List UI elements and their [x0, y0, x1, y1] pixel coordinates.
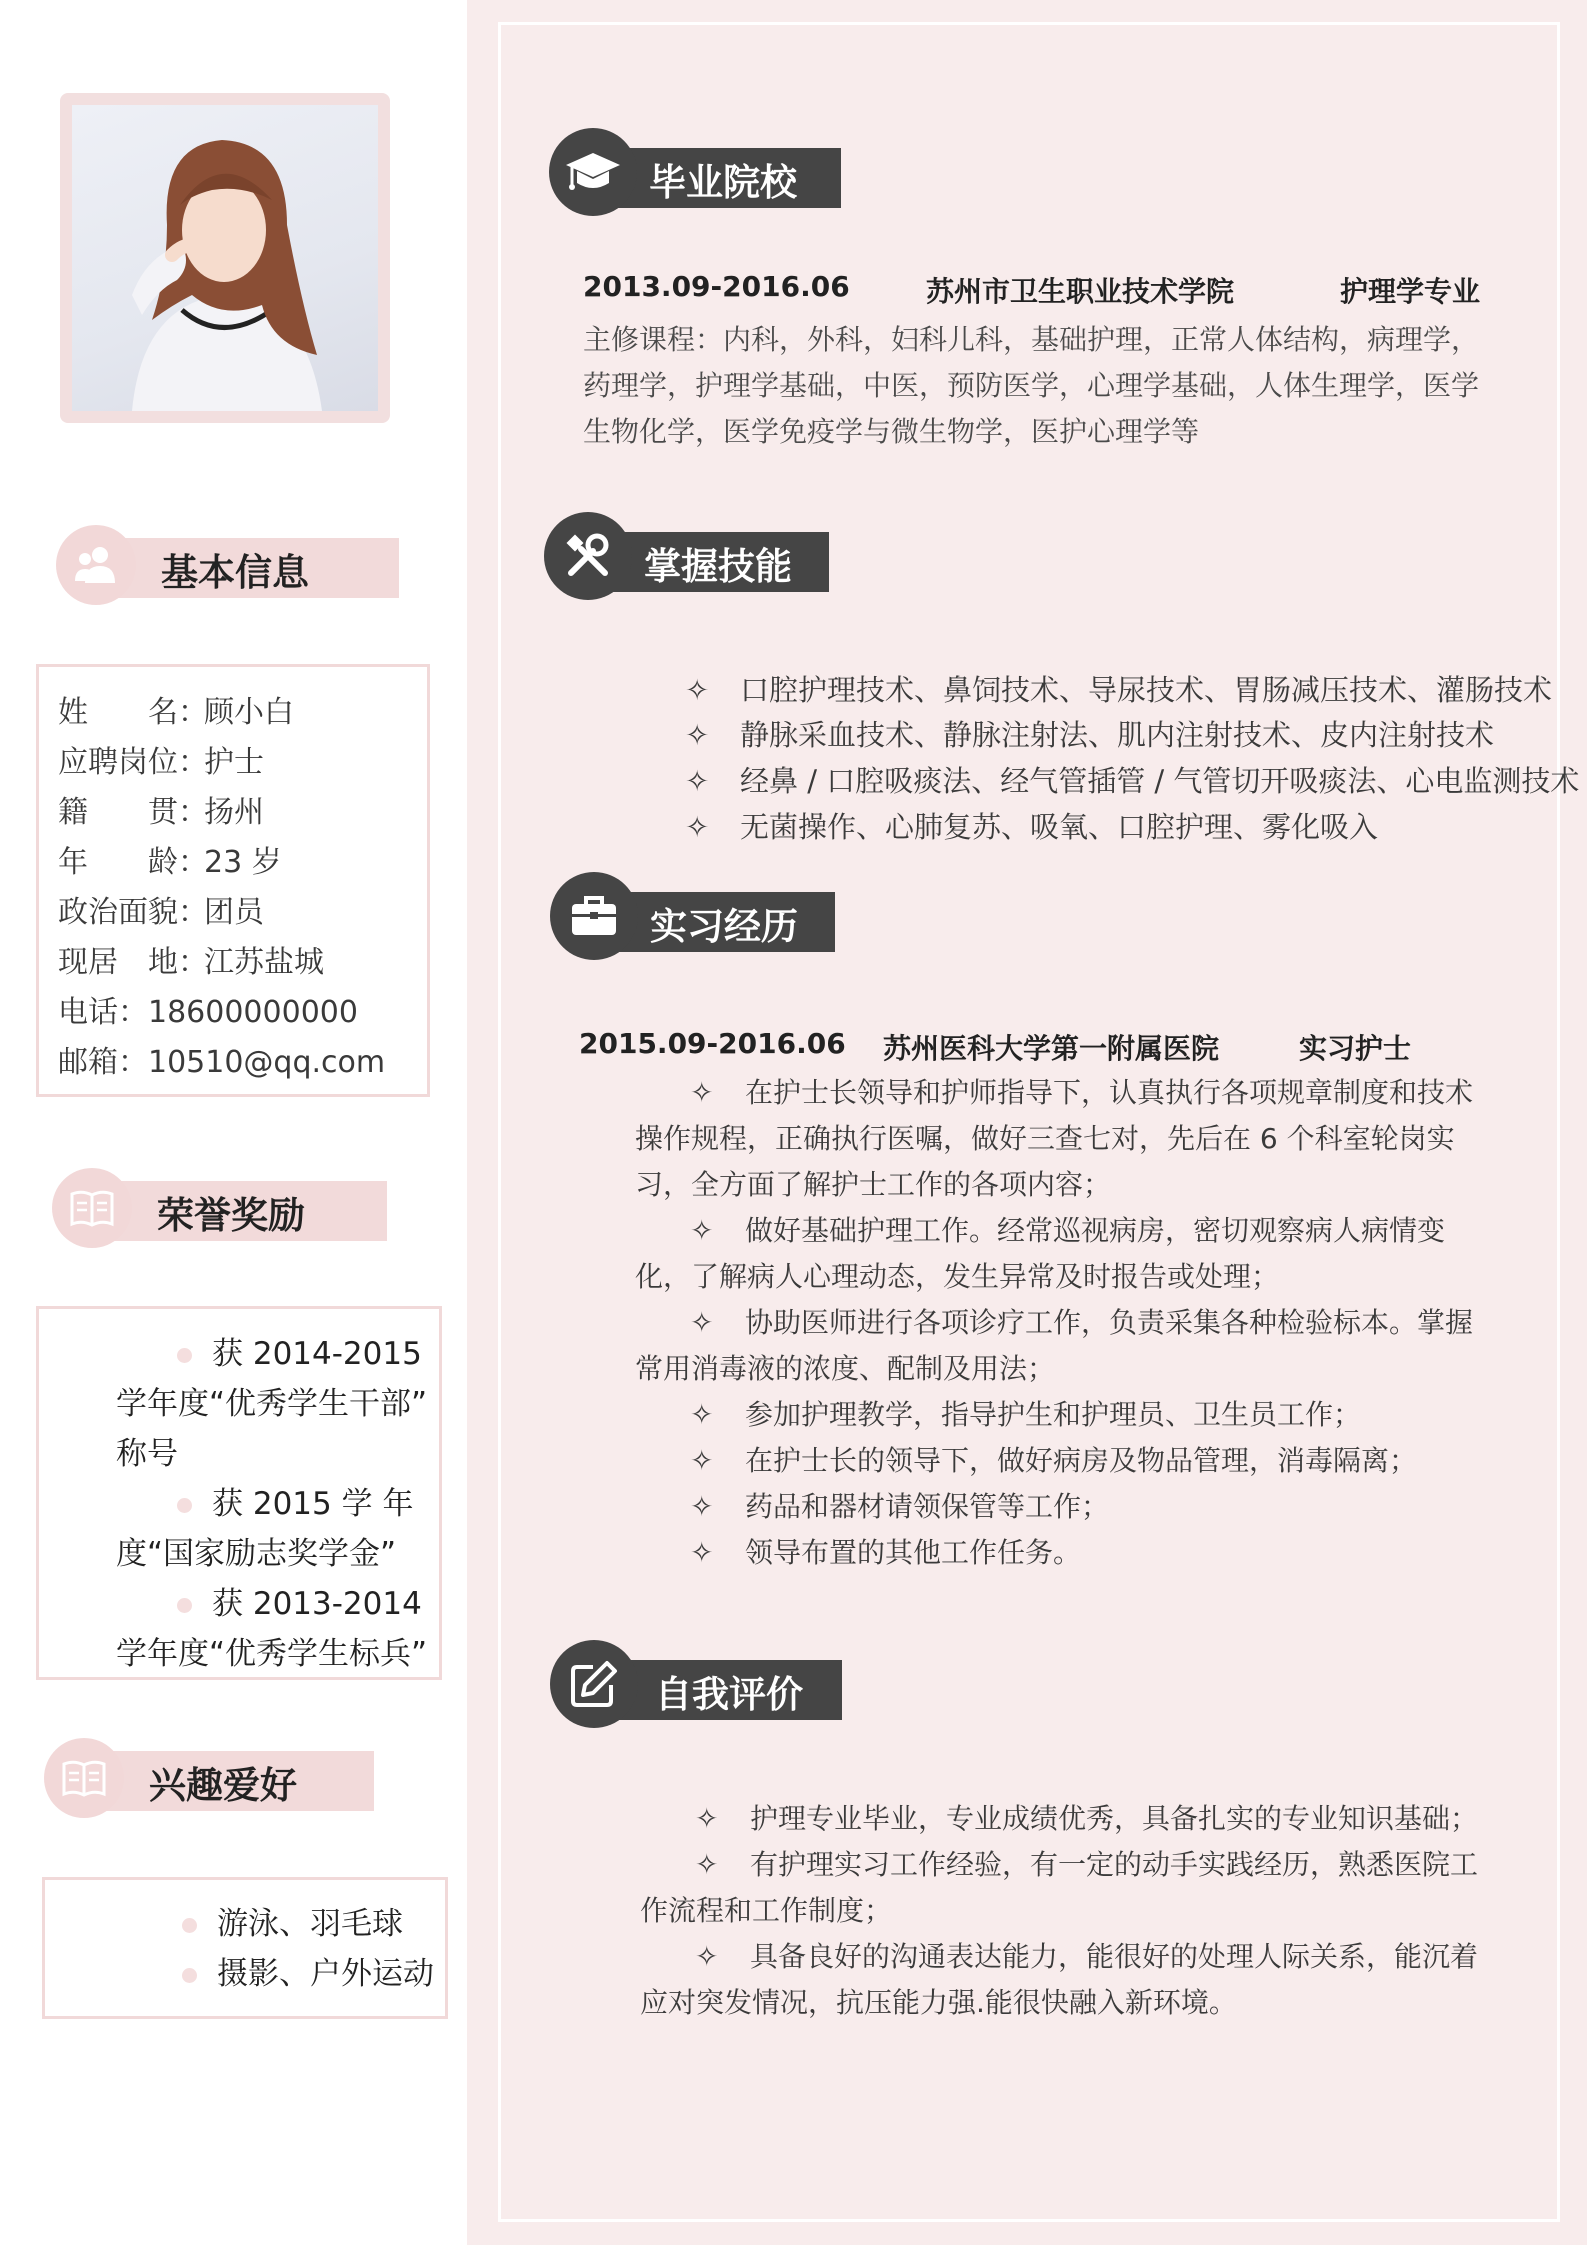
sparkle-icon: ✧ — [690, 1306, 714, 1339]
honor-item-cont: 称号 — [116, 1436, 178, 1472]
education-title: 毕业院校 — [649, 161, 797, 204]
edit-icon — [550, 1640, 638, 1728]
education-courses: 主修课程：内科，外科，妇科儿科，基础护理，正常人体结构，病理学，药理学，护理学基础，中医，预防医学，心理学基础，人体生理学，医学生物化学，医学免疫学与微生物学，医护心理学等 — [583, 323, 1480, 448]
tools-icon — [544, 512, 632, 600]
bullet-dot — [182, 1918, 197, 1933]
internship-role: 实习护士 — [1299, 1032, 1412, 1065]
book-icon — [52, 1168, 132, 1248]
info-political: 政治面貌：团员 — [58, 895, 264, 930]
honor-item-cont: 学年度“优秀学生干部” — [116, 1386, 428, 1422]
education-heading — [549, 128, 841, 224]
honor-item-cont: 学年度“优秀学生标兵” — [116, 1636, 428, 1672]
internship-heading — [550, 872, 835, 968]
info-age: 年 龄：23 岁 — [58, 845, 282, 880]
info-email: 邮箱：10510@qq.com — [58, 1045, 386, 1080]
internship-duty: ✧ 做好基础护理工作。经常巡视病房，密切观察病人病情变化，了解病人心理动态，发生异常及时报告或处理； — [635, 1208, 1485, 1300]
book-icon — [44, 1738, 124, 1818]
bullet-dot — [177, 1598, 192, 1613]
user-group-icon — [56, 525, 136, 605]
self-eval-item: ✧ 具备良好的沟通表达能力，能很好的处理人际关系，能沉着应对突发情况，抗压能力强.能很快融入新环境。 — [640, 1934, 1490, 2026]
bullet-dot — [177, 1498, 192, 1513]
internship-duty: ✧ 在护士长的领导下，做好病房及物品管理，消毒隔离； — [635, 1438, 1485, 1484]
internship-duty: ✧ 协助医师进行各项诊疗工作，负责采集各种检验标本。掌握常用消毒液的浓度、配制及用法； — [635, 1300, 1485, 1392]
honor-item: 获 2013-2014 — [177, 1578, 422, 1623]
basic-info-heading — [56, 525, 399, 605]
sparkle-icon: ✧ — [690, 1398, 714, 1431]
hobby-item: 游泳、羽毛球 — [182, 1898, 403, 1943]
skill-item: ✧ 口腔护理技术、鼻饲技术、导尿技术、胃肠减压技术、灌肠技术 — [685, 673, 1553, 707]
self-eval-heading — [550, 1640, 842, 1736]
internship-period: 2015.09-2016.06 — [579, 1027, 846, 1060]
skill-item: ✧ 无菌操作、心肺复苏、吸氧、口腔护理、雾化吸入 — [685, 810, 1379, 844]
sparkle-icon: ✧ — [685, 673, 710, 707]
sparkle-icon: ✧ — [690, 1444, 714, 1477]
skill-item: ✧ 静脉采血技术、静脉注射法、肌内注射技术、皮内注射技术 — [685, 718, 1495, 752]
internship-duty: ✧ 领导布置的其他工作任务。 — [635, 1530, 1485, 1576]
education-school: 苏州市卫生职业技术学院 — [926, 275, 1235, 308]
skills-heading — [544, 512, 829, 608]
hobbies-heading — [44, 1738, 374, 1818]
honors-title: 荣誉奖励 — [157, 1194, 305, 1237]
bullet-dot — [182, 1968, 197, 1983]
sparkle-icon: ✧ — [690, 1490, 714, 1523]
sparkle-icon: ✧ — [695, 1940, 719, 1973]
sparkle-icon: ✧ — [690, 1214, 714, 1247]
internship-hospital: 苏州医科大学第一附属医院 — [883, 1032, 1220, 1065]
info-hometown: 籍 贯：扬州 — [58, 795, 264, 830]
honor-item-cont: 度“国家励志奖学金” — [116, 1536, 397, 1572]
honors-heading — [52, 1168, 387, 1248]
profile-photo-illustration — [72, 105, 378, 411]
internship-duty: ✧ 药品和器材请领保管等工作； — [635, 1484, 1485, 1530]
internship-title: 实习经历 — [650, 905, 798, 948]
bullet-dot — [177, 1348, 192, 1363]
info-position: 应聘岗位：护士 — [58, 745, 264, 780]
honor-item: 获 2015 学 年 — [177, 1478, 413, 1523]
education-period: 2013.09-2016.06 — [583, 270, 850, 303]
hobby-item: 摄影、户外运动 — [182, 1948, 434, 1993]
sparkle-icon: ✧ — [685, 810, 710, 844]
internship-duty: ✧ 参加护理教学，指导护生和护理员、卫生员工作； — [635, 1392, 1485, 1438]
profile-photo — [72, 105, 378, 411]
self-eval-item: ✧ 护理专业毕业，专业成绩优秀，具备扎实的专业知识基础； — [640, 1796, 1490, 1842]
education-major: 护理学专业 — [1340, 275, 1481, 308]
self-eval-title: 自我评价 — [655, 1673, 803, 1716]
self-eval-item: ✧ 有护理实习工作经验，有一定的动手实践经历，熟悉医院工作流程和工作制度； — [640, 1842, 1490, 1934]
info-name: 姓 名：顾小白 — [58, 695, 294, 730]
sparkle-icon: ✧ — [685, 764, 710, 798]
briefcase-icon — [550, 872, 638, 960]
basic-info-title: 基本信息 — [161, 551, 309, 594]
sparkle-icon: ✧ — [690, 1076, 714, 1109]
honor-item: 获 2014-2015 — [177, 1328, 422, 1373]
internship-duty: ✧ 在护士长领导和护师指导下，认真执行各项规章制度和技术操作规程，正确执行医嘱，做好三查七对，先后在 6 个科室轮岗实习，全方面了解护士工作的各项内容； — [635, 1070, 1485, 1208]
sparkle-icon: ✧ — [685, 718, 710, 752]
hobbies-title: 兴趣爱好 — [149, 1764, 297, 1807]
sparkle-icon: ✧ — [695, 1848, 719, 1881]
sparkle-icon: ✧ — [695, 1802, 719, 1835]
photo-frame — [60, 93, 390, 423]
sparkle-icon: ✧ — [690, 1536, 714, 1569]
info-residence: 现居 地：江苏盐城 — [58, 945, 324, 980]
info-phone: 电话：18600000000 — [58, 995, 358, 1030]
skills-title: 掌握技能 — [644, 545, 792, 588]
graduation-cap-icon — [549, 128, 637, 216]
skill-item: ✧ 经鼻 / 口腔吸痰法、经气管插管 / 气管切开吸痰法、心电监测技术 — [685, 764, 1580, 798]
